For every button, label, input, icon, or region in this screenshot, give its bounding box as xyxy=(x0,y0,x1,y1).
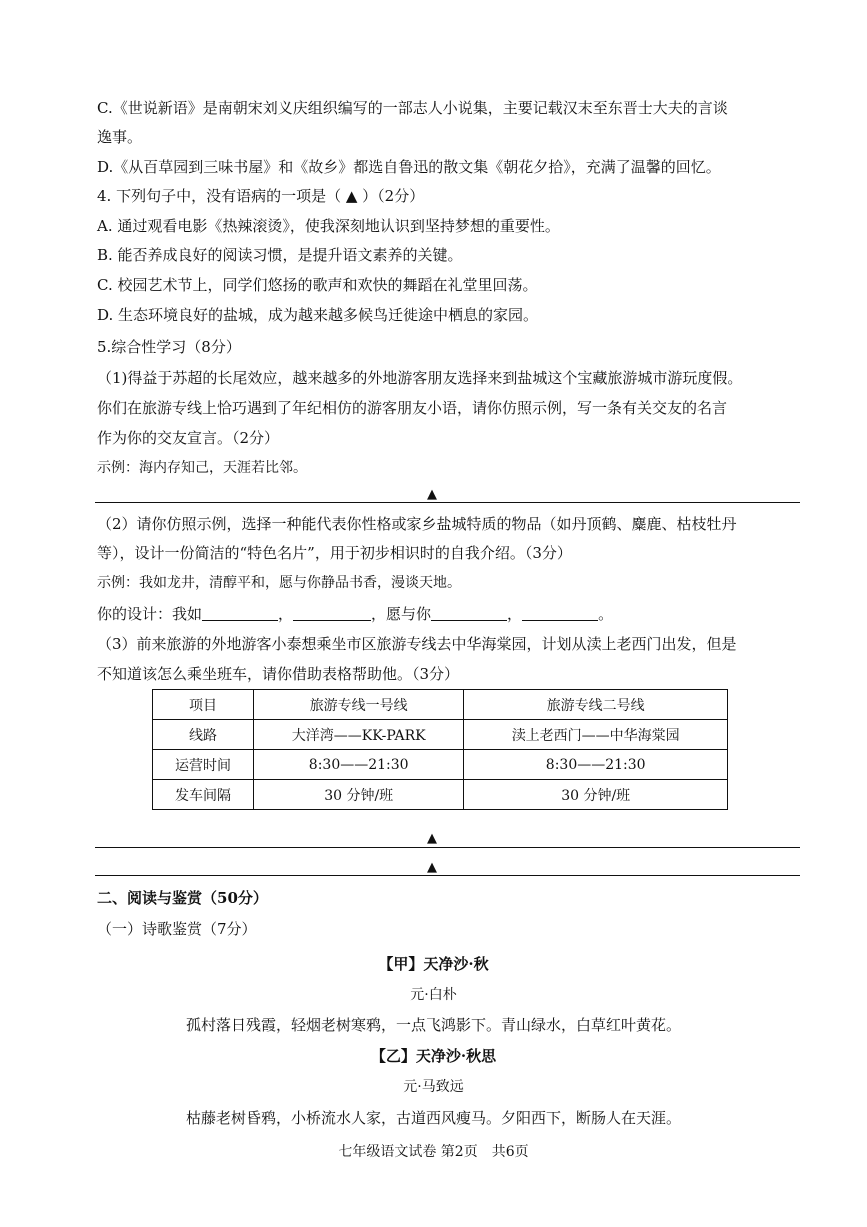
poem-2-text: 枯藤老树昏鸦，小桥流水人家，古道西风瘦马。夕阳西下，断肠人在天涯。 xyxy=(185,1109,681,1127)
design-period: 。 xyxy=(598,605,614,623)
question-5-1-example: 示例：海内存知己，天涯若比邻。 xyxy=(97,460,307,476)
poem-1-title: 【甲】天净沙·秋 xyxy=(378,955,489,973)
table-row xyxy=(153,780,728,810)
question-5-3-line-1: （3）前来旅游的外地游客小泰想乘坐市区旅游专线去中华海棠园，计划从渎上老西门出发，但是 xyxy=(97,635,737,653)
question-4-option-d: D. 生态环境良好的盐城，成为越来越多候鸟迁徙途中栖息的家园。 xyxy=(97,306,539,324)
option-c-line-1: C.《世说新语》是南朝宋刘义庆组织编写的一部志人小说集，主要记载汉末至东晋士大夫的言谈 xyxy=(97,99,728,117)
question-5-1-line-3: 作为你的交友宣言。（2分） xyxy=(97,429,280,447)
answer-mark: ▲ xyxy=(427,860,437,875)
route-table xyxy=(152,689,728,810)
question-5-1-line-1: （1)得益于苏超的长尾效应，越来越多的外地游客朋友选择来到盐城这个宝藏旅游城市游玩度假。 xyxy=(97,369,743,387)
answer-line[interactable] xyxy=(95,875,800,876)
answer-mark: ▲ xyxy=(427,487,437,502)
question-5-2-example: 示例：我如龙井，清醇平和，愿与你静品书香，漫谈天地。 xyxy=(97,575,461,591)
design-blank-1[interactable] xyxy=(202,604,278,621)
design-blank-4[interactable] xyxy=(522,604,598,621)
section-2-1-title: （一）诗歌鉴赏（7分） xyxy=(97,920,257,938)
poem-1-text: 孤村落日残霞，轻烟老树寒鸦，一点飞鸿影下。青山绿水，白草红叶黄花。 xyxy=(185,1016,681,1034)
design-prefix: 你的设计：我如 xyxy=(97,605,203,623)
table-header-cell: 旅游专线二号线 xyxy=(464,690,728,720)
table-cell: 运营时间 xyxy=(153,750,254,780)
table-cell: 30 分钟/班 xyxy=(254,780,464,810)
question-5-3-line-2: 不知道该怎么乘坐班车，请你借助表格帮助他。（3分） xyxy=(97,665,460,683)
answer-mark: ▲ xyxy=(427,831,437,846)
table-cell: 8:30——21:30 xyxy=(254,750,464,780)
question-4: 4. 下列句子中，没有语病的一项是（ ▲ ）（2分） xyxy=(97,187,425,205)
design-blank-3[interactable] xyxy=(431,604,507,621)
table-cell: 线路 xyxy=(153,720,254,750)
table-header-cell: 项目 xyxy=(153,690,254,720)
design-comma-2: ， xyxy=(507,605,523,623)
table-row xyxy=(153,750,728,780)
question-4-option-b: B. 能否养成良好的阅读习惯，是提升语文素养的关键。 xyxy=(97,246,463,264)
design-middle: ，愿与你 xyxy=(371,605,432,623)
table-cell: 30 分钟/班 xyxy=(464,780,728,810)
answer-line[interactable] xyxy=(95,847,800,848)
poem-2-title: 【乙】天净沙·秋思 xyxy=(370,1047,497,1065)
table-header-row xyxy=(153,690,728,720)
poem-1-author: 元·白朴 xyxy=(410,987,457,1003)
question-5-2-line-2: 等），设计一份简洁的“特色名片”，用于初步相识时的自我介绍。（3分） xyxy=(97,544,572,562)
table-cell: 渎上老西门——中华海棠园 xyxy=(464,720,728,750)
design-comma-1: ， xyxy=(278,605,294,623)
table-cell: 发车间隔 xyxy=(153,780,254,810)
question-5-2-line-1: （2）请你仿照示例，选择一种能代表你性格或家乡盐城特质的物品（如丹顶鹤、麋鹿、枯枝牡丹 xyxy=(97,515,737,533)
table-cell: 8:30——21:30 xyxy=(464,750,728,780)
answer-line[interactable] xyxy=(95,502,800,503)
page-footer: 七年级语文试卷 第2页 共6页 xyxy=(338,1144,529,1160)
question-5-title: 5.综合性学习（8分） xyxy=(97,338,241,356)
table-row xyxy=(153,720,728,750)
question-4-option-a: A. 通过观看电影《热辣滚烫》，使我深刻地认识到坚持梦想的重要性。 xyxy=(97,217,560,235)
question-4-option-c: C. 校园艺术节上，同学们悠扬的歌声和欢快的舞蹈在礼堂里回荡。 xyxy=(97,276,538,294)
table-header-cell: 旅游专线一号线 xyxy=(254,690,464,720)
design-blank-2[interactable] xyxy=(293,604,371,621)
poem-2-author: 元·马致远 xyxy=(403,1079,464,1095)
design-line xyxy=(97,602,815,626)
question-5-1-line-2: 你们在旅游专线上恰巧遇到了年纪相仿的游客朋友小语，请你仿照示例，写一条有关交友的名言 xyxy=(97,399,728,417)
section-2-title: 二、阅读与鉴赏（50分） xyxy=(97,889,268,907)
option-c-line-2: 逸事。 xyxy=(97,128,143,146)
option-d: D.《从百草园到三味书屋》和《故乡》都选自鲁迅的散文集《朝花夕拾》，充满了温馨的回忆。 xyxy=(97,158,721,176)
table-cell: 大洋湾——KK-PARK xyxy=(254,720,464,750)
